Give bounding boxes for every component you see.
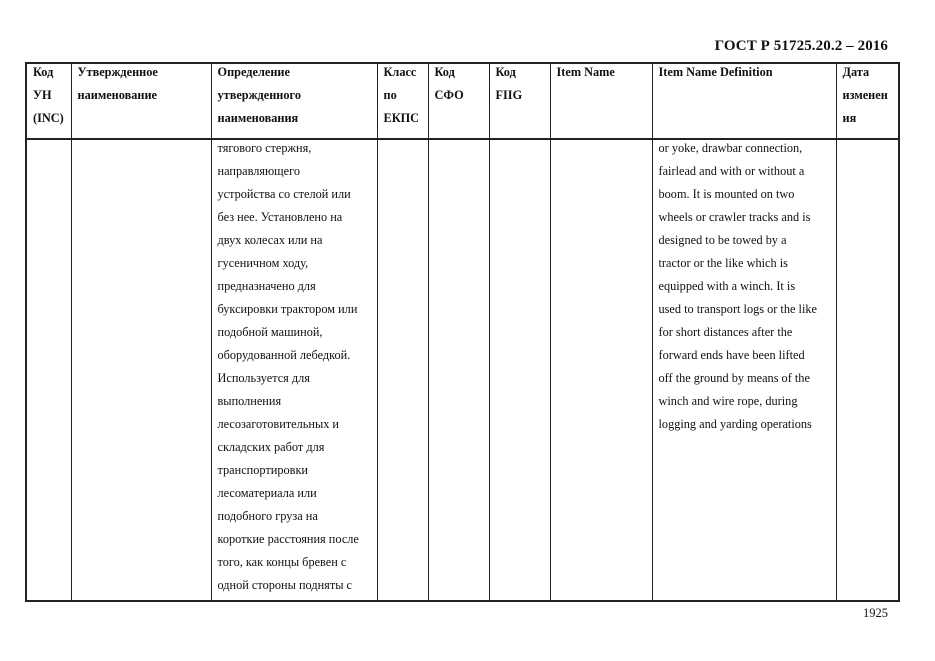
text-line: off the ground by means of the: [658, 371, 810, 385]
text-line: Используется для: [217, 371, 310, 385]
text-line: изменен: [842, 88, 888, 102]
table-header-row: [26, 63, 899, 139]
cell-sfo-code: [428, 139, 489, 601]
table-row: [26, 139, 899, 601]
text-line: складских работ для: [217, 440, 325, 454]
text-line: Класс: [383, 65, 417, 79]
header-code-un: [26, 63, 71, 139]
header-item-name-definition: [652, 63, 836, 139]
text-line: Утвержденное: [77, 65, 158, 79]
cell-item-name: [550, 139, 652, 601]
text-line: СФО: [434, 88, 464, 102]
cell-item-name-definition: [652, 139, 836, 601]
header-fiig-code: [489, 63, 550, 139]
text-line: одной стороны подняты с: [217, 578, 353, 592]
text-line: designed to be towed by a: [658, 233, 787, 247]
specification-table: [25, 62, 900, 602]
text-line: Дата: [842, 65, 870, 79]
text-line: used to transport logs or the like: [658, 302, 817, 316]
cell-code-un: [26, 139, 71, 601]
text-line: транспортировки: [217, 463, 308, 477]
text-line: УН: [33, 88, 52, 102]
text-line: wheels or crawler tracks and is: [658, 210, 811, 224]
header-sfo-code: [428, 63, 489, 139]
text-line: Код: [33, 65, 54, 79]
text-line: Item Name Definition: [658, 65, 773, 79]
text-line: FIIG: [495, 88, 523, 102]
text-line: утвержденного: [217, 88, 301, 102]
header-approved-name: [71, 63, 211, 139]
header-item-name: [550, 63, 652, 139]
text-line: Код: [434, 65, 455, 79]
text-line: тягового стержня,: [217, 141, 312, 155]
text-line: по: [383, 88, 397, 102]
cell-definition-ru: [211, 139, 377, 601]
text-line: подобного груза на: [217, 509, 318, 523]
text-line: гусеничном ходу,: [217, 256, 309, 270]
text-line: устройства со стелой или: [217, 187, 351, 201]
text-line: лесозаготовительных и: [217, 417, 340, 431]
text-line: буксировки трактором или: [217, 302, 358, 316]
text-line: fairlead and with or without a: [658, 164, 805, 178]
text-line: Определение: [217, 65, 290, 79]
text-line: forward ends have been lifted: [658, 348, 805, 362]
document-title: ГОСТ Р 51725.20.2 – 2016: [714, 38, 888, 54]
text-line: ЕКПС: [383, 111, 420, 125]
cell-change-date: [836, 139, 899, 601]
text-line: ия: [842, 111, 857, 125]
page-number: 1925: [863, 606, 888, 620]
header-change-date: [836, 63, 899, 139]
text-line: подобной машиной,: [217, 325, 323, 339]
text-line: logging and yarding operations: [658, 417, 812, 431]
text-line: equipped with a winch. It is: [658, 279, 796, 293]
text-line: or yoke, drawbar connection,: [658, 141, 803, 155]
text-line: выполнения: [217, 394, 282, 408]
text-line: предназначено для: [217, 279, 316, 293]
cell-approved-name: [71, 139, 211, 601]
header-ekps-class: [377, 63, 428, 139]
text-line: двух колесах или на: [217, 233, 323, 247]
text-line: наименование: [77, 88, 157, 102]
text-line: без нее. Установлено на: [217, 210, 343, 224]
header-definition: [211, 63, 377, 139]
text-line: for short distances after the: [658, 325, 793, 339]
cell-fiig-code: [489, 139, 550, 601]
text-line: оборудованной лебедкой.: [217, 348, 351, 362]
text-line: лесоматериала или: [217, 486, 317, 500]
text-line: (INC): [33, 111, 64, 125]
text-line: Item Name: [556, 65, 615, 79]
text-line: boom. It is mounted on two: [658, 187, 795, 201]
text-line: короткие расстояния после: [217, 532, 359, 546]
text-line: winch and wire rope, during: [658, 394, 798, 408]
cell-ekps-class: [377, 139, 428, 601]
text-line: Код: [495, 65, 516, 79]
text-line: наименования: [217, 111, 299, 125]
text-line: того, как концы бревен с: [217, 555, 347, 569]
text-line: tractor or the like which is: [658, 256, 788, 270]
text-line: направляющего: [217, 164, 300, 178]
